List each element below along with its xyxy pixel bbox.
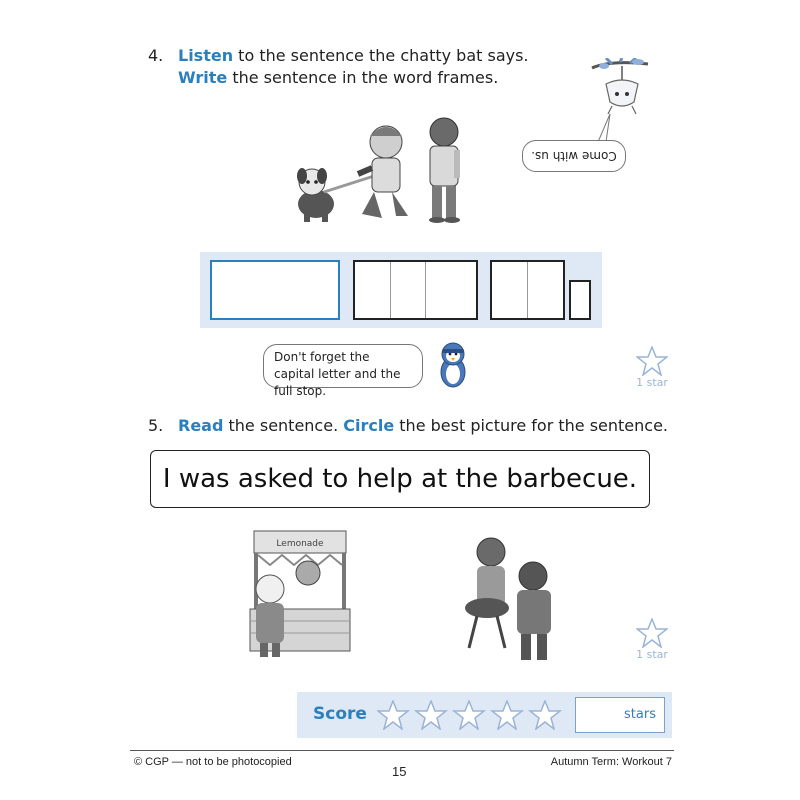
star-icon [636, 618, 668, 648]
word-frame-2[interactable] [353, 260, 478, 320]
score-star-4[interactable] [492, 701, 522, 729]
sentence-text: I was asked to help at the barbecue. [162, 464, 638, 494]
q4-number: 4. [148, 46, 164, 65]
sentence-box [150, 450, 650, 508]
bat-speech-bubble [522, 140, 626, 172]
footer-section: Autumn Term: Workout 7 [550, 756, 672, 768]
word-frames-panel [200, 252, 602, 328]
q4-line1-text: to the sentence the chatty bat says. [233, 46, 529, 65]
word-frame-1[interactable] [210, 260, 340, 320]
q4-instruction-line2 [178, 68, 498, 87]
score-star-3[interactable] [454, 701, 484, 729]
q4-star-label: 1 star [636, 376, 668, 389]
score-bar [297, 692, 672, 738]
score-stars [377, 700, 567, 730]
footer-divider [130, 750, 674, 751]
q4-line2-text: the sentence in the word frames. [227, 68, 499, 87]
star-icon [636, 346, 668, 376]
score-label: Score [313, 704, 367, 724]
score-star-1[interactable] [378, 701, 408, 729]
q4-star-marker [630, 346, 674, 389]
page-number: 15 [392, 764, 407, 779]
full-stop-frame[interactable] [569, 280, 591, 320]
tip-speech-bubble [263, 344, 423, 398]
q5-keyword-read: Read [178, 416, 224, 435]
footer-copyright: © CGP — not to be photocopied [134, 756, 292, 768]
lemonade-stand-picture[interactable] [240, 525, 360, 665]
bat-speech-text: Come with us. [531, 149, 617, 163]
q4-keyword-write: Write [178, 68, 228, 87]
score-star-2[interactable] [416, 701, 446, 729]
q4-instruction-line1 [148, 46, 529, 65]
kids-with-dog-illustration [282, 112, 482, 230]
barbecue-picture[interactable] [455, 530, 565, 665]
q4-keyword-listen: Listen [178, 46, 234, 65]
score-star-5[interactable] [530, 701, 560, 729]
q5-star-marker [630, 618, 674, 661]
tip-text: Don't forget the capital letter and the full stop. [274, 350, 401, 398]
lemonade-sign-text: Lemonade [276, 539, 324, 549]
q5-instruction [148, 416, 668, 435]
score-unit: stars [624, 707, 656, 722]
bat-bubble-tail [592, 112, 616, 142]
q5-number: 5. [148, 416, 164, 435]
q5-text2: the best picture for the sentence. [394, 416, 669, 435]
score-input-box[interactable] [575, 697, 665, 733]
q5-star-label: 1 star [636, 648, 668, 661]
q5-keyword-circle: Circle [343, 416, 395, 435]
word-frame-3[interactable] [490, 260, 565, 320]
q5-text1: the sentence. [223, 416, 344, 435]
penguin-icon [436, 340, 470, 390]
